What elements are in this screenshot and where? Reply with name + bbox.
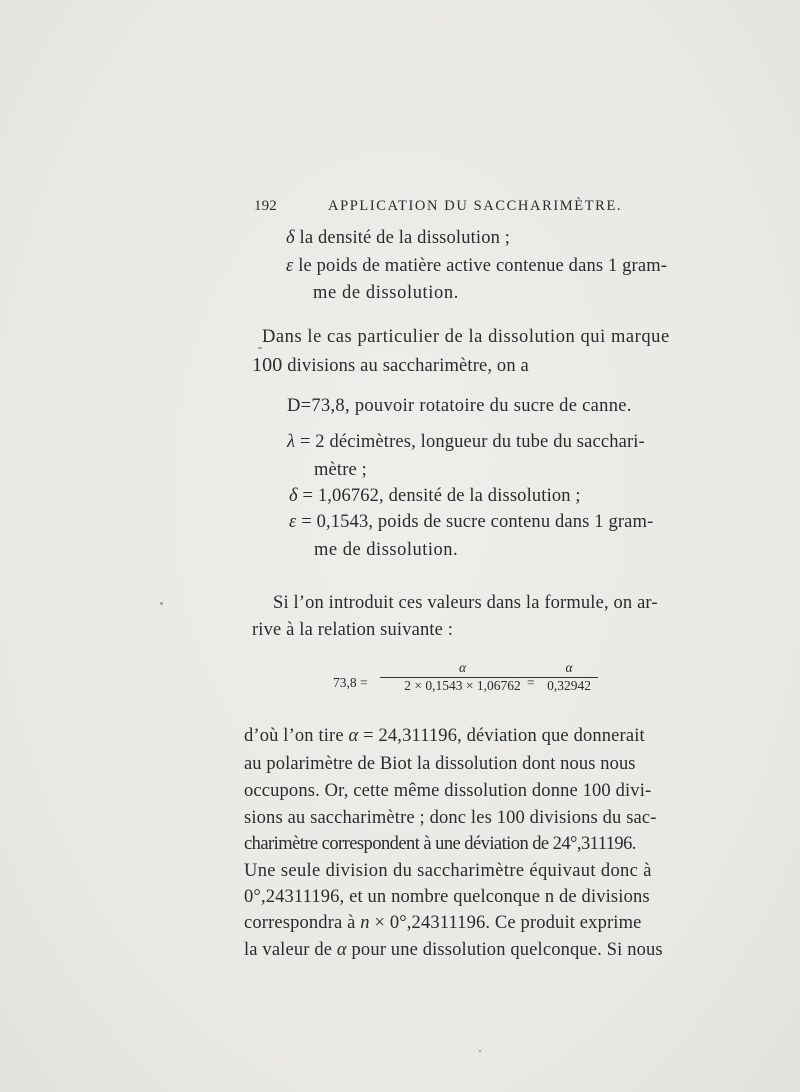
paragraph3-line6: Une seule division du saccharimètre équivaut donc à: [244, 861, 652, 881]
value-D: D=73,8, pouvoir rotatoire du sucre de canne.: [287, 396, 632, 416]
fraction-2-numerator: α: [565, 660, 573, 675]
paragraph3-line3: occupons. Or, cette même dissolution donne 100 divi-: [244, 781, 652, 801]
value-epsilon: [289, 512, 653, 533]
paragraph3-l1a: d’où l’on tire: [244, 726, 349, 746]
paragraph1-line2: [252, 354, 529, 377]
page-number: 192: [254, 198, 277, 214]
fraction-1: [380, 660, 545, 694]
definition-delta: [286, 228, 510, 249]
paragraph3-l8a: correspondra à: [244, 913, 361, 933]
paragraph3-line5: charimètre correspondent à une déviation de 24°,311196.: [244, 834, 636, 854]
paragraph1-line1: Dans le cas particulier de la dissolution qui marque: [262, 327, 670, 347]
paragraph1-line2-text: divisions au saccharimètre, on a: [282, 356, 529, 376]
definition-epsilon: [286, 256, 667, 277]
fraction-1-denominator: 2 × 0,1543 × 1,06762: [404, 678, 521, 693]
paragraph3-l9a: la valeur de: [244, 940, 337, 960]
fraction-2: [540, 660, 598, 694]
value-delta: [289, 486, 581, 507]
value-lambda-text: = 2 décimètres, longueur du tube du sacchari-: [295, 432, 645, 452]
n-symbol: n: [360, 913, 370, 933]
delta-symbol-2: δ: [289, 486, 298, 506]
paragraph2-line2: rive à la relation suivante :: [252, 620, 454, 640]
value-epsilon-cont: me de dissolution.: [314, 540, 459, 560]
definition-epsilon-cont: me de dissolution.: [313, 283, 459, 303]
definition-delta-text: la densité de la dissolution ;: [299, 228, 511, 248]
epsilon-symbol: ε: [286, 256, 294, 276]
running-title: APPLICATION DU SACCHARIMÈTRE.: [328, 198, 623, 214]
value-lambda: [287, 432, 645, 453]
fraction-1-numerator: α: [458, 660, 467, 675]
equation-equals: =: [527, 675, 535, 690]
value-epsilon-text: = 0,1543, poids de sucre contenu dans 1 gram-: [296, 512, 654, 532]
value-delta-text: = 1,06762, densité de la dissolution ;: [297, 486, 581, 506]
scan-speck: [160, 602, 163, 605]
value-lambda-cont: mètre ;: [314, 460, 367, 480]
paragraph3-line8: [244, 913, 641, 934]
paragraph3-line4: sions au saccharimètre ; donc les 100 divisions du sac-: [244, 808, 657, 828]
paragraph3-line7: 0°,24311196, et un nombre quelconque n de divisions: [244, 887, 650, 907]
paragraph3-l8b: × 0°,24311196. Ce produit exprime: [369, 913, 642, 933]
scan-speck: [479, 1050, 481, 1052]
delta-symbol: δ: [286, 228, 295, 248]
fraction-2-denominator: 0,32942: [547, 678, 591, 693]
alpha-symbol-2: α: [336, 940, 347, 960]
epsilon-symbol-2: ε: [289, 512, 297, 532]
paragraph3-line9: [244, 940, 663, 961]
paragraph3-l1b: = 24,311196, déviation que donnerait: [358, 726, 645, 746]
paragraph3-line2: au polarimètre de Biot la dissolution dont nous nous: [244, 754, 636, 774]
paragraph2-line1: Si l’on introduit ces valeurs dans la formule, on ar-: [273, 593, 658, 613]
paragraph3-l9b: pour une dissolution quelconque. Si nous: [346, 940, 663, 960]
hundred-number: 100: [252, 354, 283, 376]
equation-lhs: 73,8 =: [333, 675, 368, 690]
paragraph3-line1: [244, 726, 645, 747]
scan-speck: [258, 347, 262, 349]
alpha-symbol: α: [348, 726, 359, 746]
lambda-symbol: λ: [287, 432, 296, 452]
definition-epsilon-text: le poids de matière active contenue dans 1 gram-: [298, 256, 668, 276]
